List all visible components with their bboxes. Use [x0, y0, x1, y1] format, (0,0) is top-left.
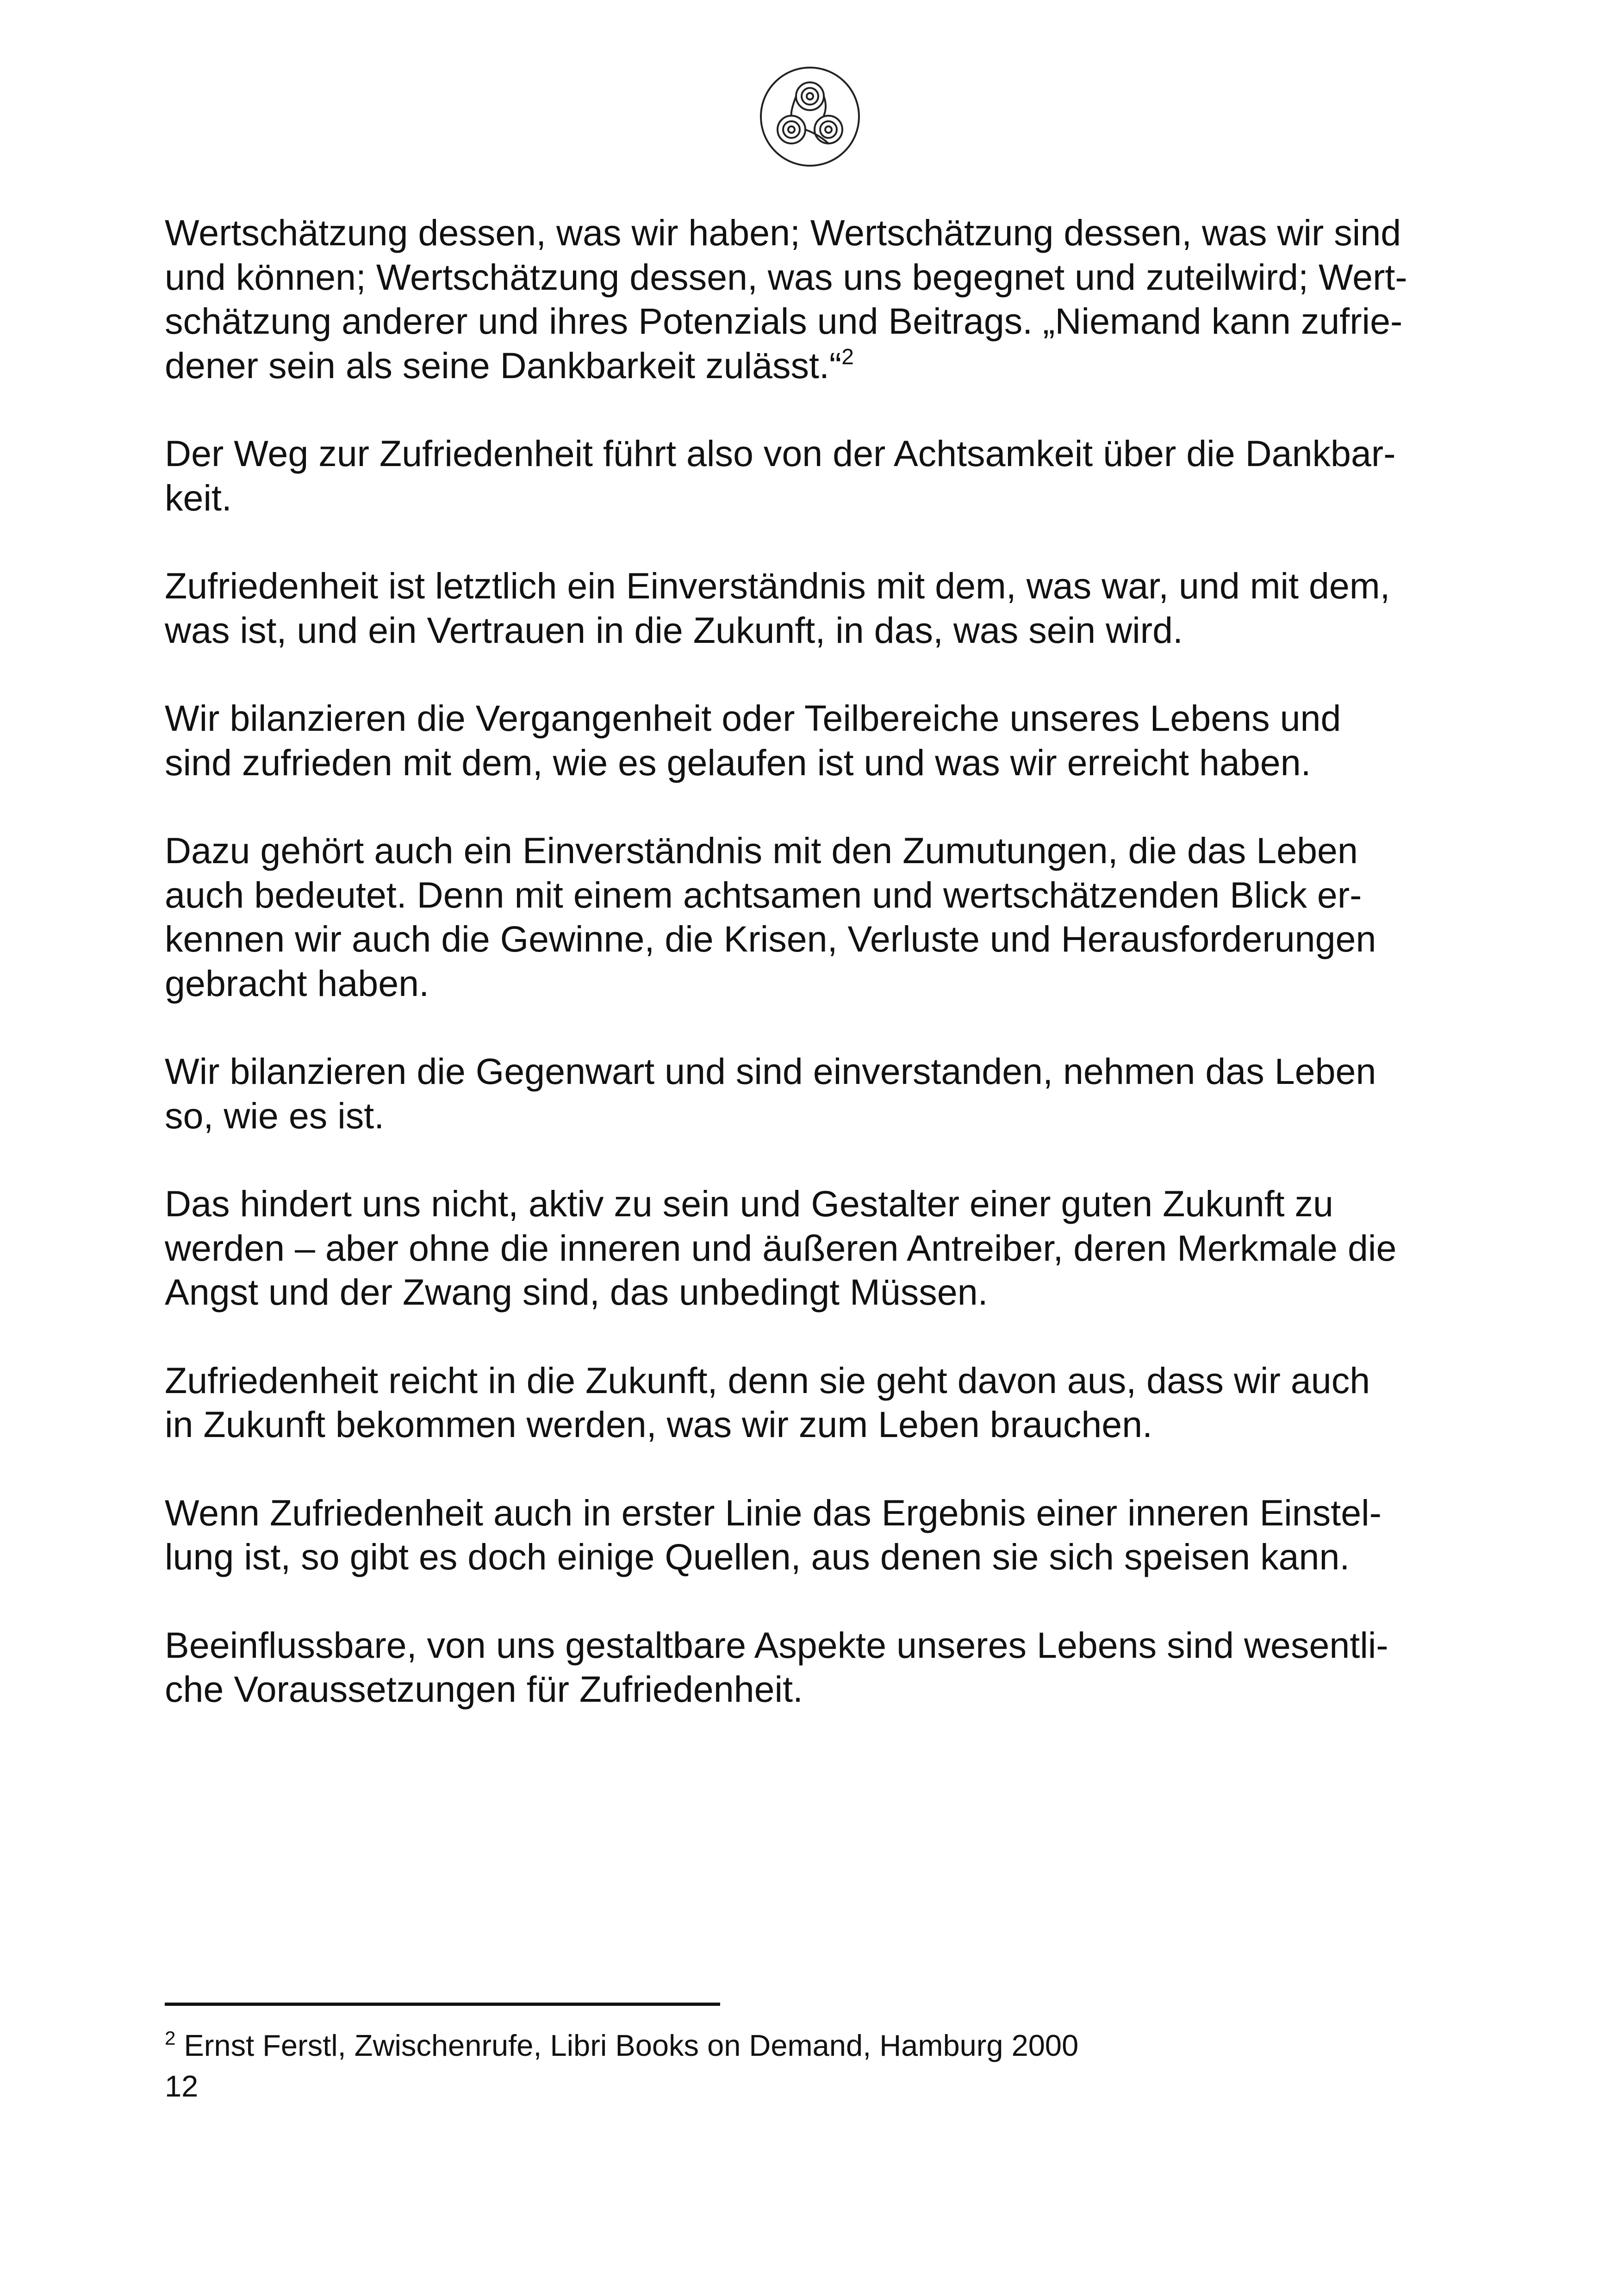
paragraph: [165, 211, 1456, 387]
paragraph: Zufriedenheit reicht in die Zukunft, denn sie geht davon aus, dass wir auch in Zukunft bekommen werden, was wir zum Leben brauchen.: [165, 1359, 1370, 1445]
footnote: [165, 2027, 1456, 2064]
footnote-text: Ernst Ferstl, Zwischenrufe, Libri Books on Demand, Hamburg 2000: [175, 2028, 1079, 2062]
paragraph: Dazu gehört auch ein Einverständnis mit den Zumutungen, die das Leben auch bedeutet. Denn mit einem achtsamen und wertschätzenden Blick er- kennen wir auch die Gewinne, die Krisen, Verluste und Herausforderungen gebracht haben.: [165, 830, 1376, 1004]
triskele-spiral-icon: [758, 65, 862, 168]
paragraph: Wir bilanzieren die Vergangenheit oder Teilbereiche unseres Lebens und sind zufrieden mit dem, wie es gelaufen ist und was wir erreicht haben.: [165, 697, 1341, 783]
paragraph: Zufriedenheit ist letztlich ein Einverständnis mit dem, was war, und mit dem, was ist, und ein Vertrauen in die Zukunft, in das, was sein wird.: [165, 565, 1390, 651]
footnote-number: 2: [165, 2027, 176, 2049]
footnote-reference: 2: [841, 344, 854, 369]
footnote-separator: [165, 2003, 720, 2006]
page-number: 12: [165, 2069, 199, 2103]
body-text: [165, 211, 1456, 1755]
paragraph: Der Weg zur Zufriedenheit führt also von der Achtsamkeit über die Dankbar- keit.: [165, 433, 1396, 518]
paragraph-text: Wertschätzung dessen, was wir haben; Wertschätzung dessen, was wir sind und können; Wertschätzung dessen, was uns begegnet und zuteilwird; Wert- schätzung anderer und ihres Potenzials und Beitrags. „Niemand kann zufrie- dener sein als seine Dankbarkeit zulässt.“: [165, 212, 1407, 386]
triskele-spiral-icon-graphic: [758, 65, 862, 168]
paragraph: Wir bilanzieren die Gegenwart und sind einverstanden, nehmen das Leben so, wie es ist.: [165, 1051, 1376, 1136]
paragraph: Wenn Zufriedenheit auch in erster Linie das Ergebnis einer inneren Einstel- lung ist, so gibt es doch einige Quellen, aus denen sie sich speisen kann.: [165, 1492, 1382, 1577]
paragraph: Beeinflussbare, von uns gestaltbare Aspekte unseres Lebens sind wesentli- che Voraussetzungen für Zufriedenheit.: [165, 1624, 1388, 1710]
paragraph: Das hindert uns nicht, aktiv zu sein und Gestalter einer guten Zukunft zu werden – aber ohne die inneren und äußeren Antreiber, deren Merkmale die Angst und der Zwang sind, das unbedingt Müssen.: [165, 1183, 1397, 1313]
